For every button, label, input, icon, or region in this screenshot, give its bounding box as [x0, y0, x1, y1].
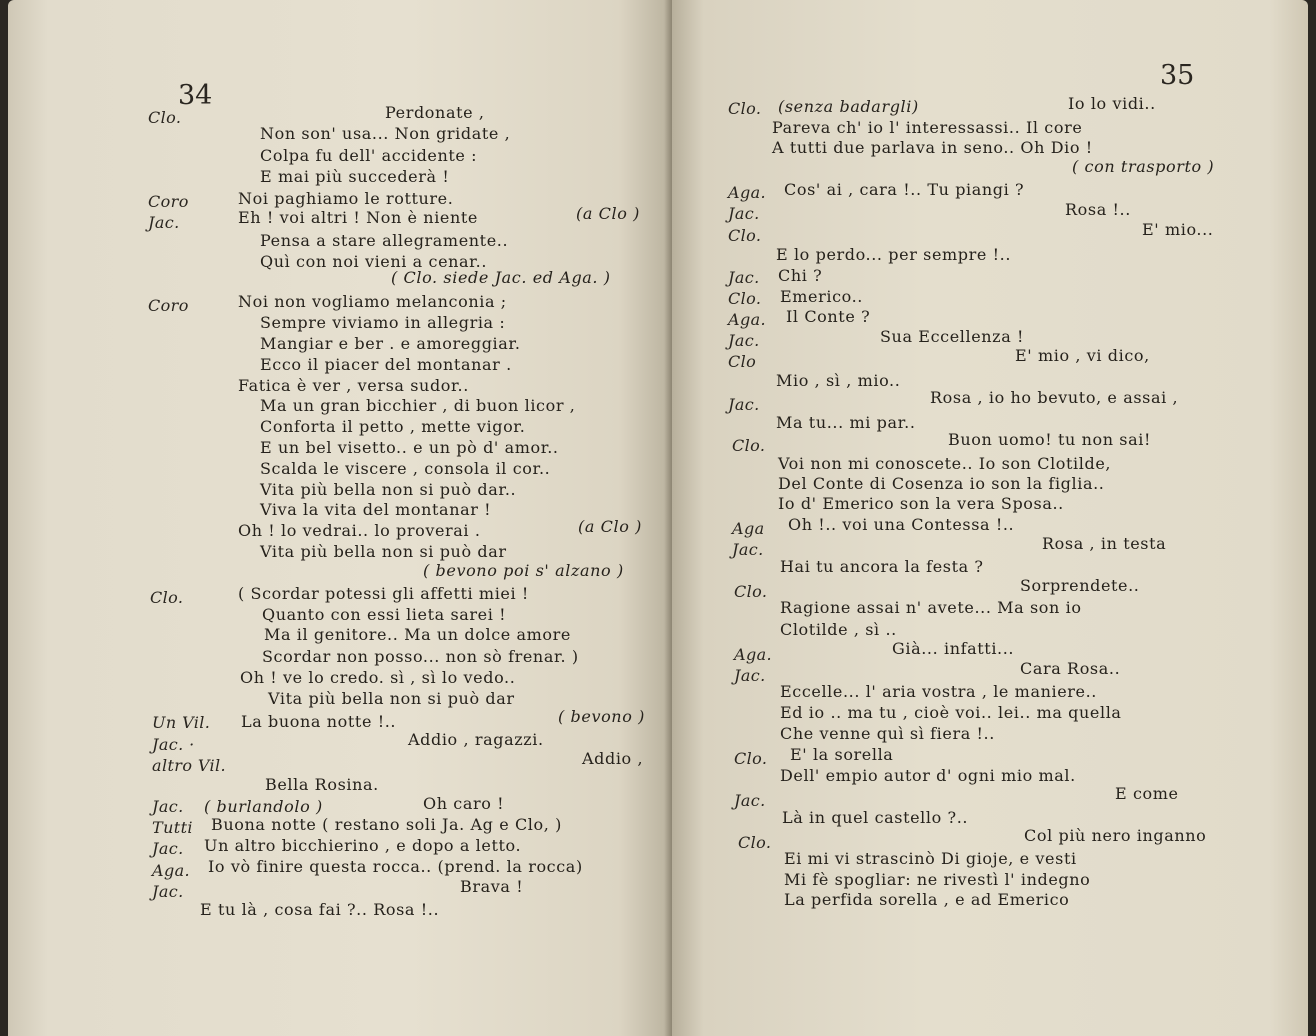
speaker-label: Clo. [734, 749, 768, 768]
text-line: A tutti due parlava in seno.. Oh Dio ! [772, 138, 1093, 157]
speaker-label: Clo. [728, 226, 762, 245]
stage-direction: ( con trasporto ) [1072, 157, 1215, 176]
text-line: Rosa , io ho bevuto, e assai , [930, 388, 1179, 407]
stage-direction: (a Clo ) [576, 204, 640, 223]
text-line: Rosa , in testa [1042, 534, 1167, 553]
speaker-label: Aga. [152, 861, 191, 880]
text-line: Chi ? [778, 266, 823, 285]
speaker-label: Clo. [734, 582, 768, 601]
text-line: Là in quel castello ?.. [782, 808, 969, 827]
text-line: Ma un gran bicchier , di buon licor , [260, 396, 576, 415]
text-line: Ma tu... mi par.. [776, 413, 916, 432]
text-line: ( Scordar potessi gli affetti miei ! [238, 584, 529, 603]
speaker-label: Jac. [728, 395, 760, 414]
text-line: La perfida sorella , e ad Emerico [784, 890, 1070, 909]
text-line: Quì con noi vieni a cenar.. [260, 252, 488, 271]
speaker-label: Clo. [728, 289, 762, 308]
page-number-right: 35 [1160, 60, 1195, 91]
text-line: Buona notte ( restano soli Ja. Ag e Clo, ) [211, 815, 562, 834]
text-line: Vita più bella non si può dar.. [260, 480, 517, 499]
text-line: Conforta il petto , mette vigor. [260, 417, 526, 436]
text-line: E tu là , cosa fai ?.. Rosa !.. [200, 900, 440, 919]
text-line: Vita più bella non si può dar [260, 542, 507, 561]
text-line: E' mio... [1142, 220, 1214, 239]
speaker-label: Jac. [728, 204, 760, 223]
speaker-label: Jac. [728, 268, 760, 287]
stage-direction: ( bevono poi s' alzano ) [423, 561, 624, 580]
text-line: Emerico.. [780, 287, 863, 306]
text-line: Un altro bicchierino , e dopo a letto. [204, 836, 522, 855]
text-line: Eh ! voi altri ! Non è niente [238, 208, 478, 227]
speaker-label: Clo. [150, 588, 184, 607]
text-line: Che venne quì sì fiera !.. [780, 724, 995, 743]
text-line: Pareva ch' io l' interessassi.. Il core [772, 118, 1083, 137]
text-line: E' la sorella [790, 745, 894, 764]
text-line: Buon uomo! tu non sai! [948, 430, 1151, 449]
page-number-left: 34 [178, 80, 213, 111]
text-line: Col più nero inganno [1024, 826, 1207, 845]
text-line: Vita più bella non si può dar [268, 689, 515, 708]
speaker-label: Jac. [728, 331, 760, 350]
text-line: Ei mi vi strascinò Di gioje, e vesti [784, 849, 1077, 868]
text-line: E come [1115, 784, 1179, 803]
text-line: E mai più succederà ! [260, 167, 450, 186]
text-line: E lo perdo... per sempre !.. [776, 245, 1012, 264]
speaker-label: Aga. [728, 310, 767, 329]
right-page [672, 0, 1308, 1036]
text-line: Ed io .. ma tu , cioè voi.. lei.. ma quella [780, 703, 1122, 722]
text-line: La buona notte !.. [241, 712, 397, 731]
text-line: Del Conte di Cosenza io son la figlia.. [778, 474, 1105, 493]
stage-direction: (a Clo ) [578, 517, 642, 536]
text-line: Addio , [582, 749, 644, 768]
text-line: E' mio , vi dico, [1015, 346, 1150, 365]
left-page [8, 0, 672, 1036]
speaker-label: Jac. [734, 666, 766, 685]
text-line: Mi fè spogliar: ne rivestì l' indegno [784, 870, 1091, 889]
text-line: Io lo vidi.. [1068, 94, 1156, 113]
stage-direction: ( bevono ) [558, 707, 645, 726]
speaker-label: Clo. [148, 108, 182, 127]
text-line: Bella Rosina. [265, 775, 379, 794]
speaker-label: Tutti [152, 818, 193, 837]
text-line: Voi non mi conoscete.. Io son Clotilde, [778, 454, 1112, 473]
stage-direction: ( Clo. siede Jac. ed Aga. ) [391, 268, 611, 287]
text-line: Non son' usa... Non gridate , [260, 124, 511, 143]
text-line: Già... infatti... [892, 639, 1015, 658]
text-line: Mangiar e ber . e amoreggiar. [260, 334, 521, 353]
speaker-label: Clo [728, 352, 757, 371]
text-line: Oh ! ve lo credo. sì , sì lo vedo.. [240, 668, 516, 687]
stage-direction: ( burlandolo ) [204, 797, 323, 816]
speaker-label: Jac. [732, 540, 764, 559]
text-line: Pensa a stare allegramente.. [260, 231, 509, 250]
speaker-label: Jac. [148, 213, 180, 232]
text-line: Ma il genitore.. Ma un dolce amore [264, 625, 571, 644]
text-line: Quanto con essi lieta sarei ! [262, 605, 507, 624]
stage-direction: (senza badargli) [778, 97, 919, 116]
text-line: Scordar non posso... non sò frenar. ) [262, 647, 579, 666]
text-line: Scalda le viscere , consola il cor.. [260, 459, 551, 478]
text-line: Ecco il piacer del montanar . [260, 355, 512, 374]
speaker-label: Jac. [152, 882, 184, 901]
text-line: Noi non vogliamo melanconia ; [238, 292, 507, 311]
text-line: Rosa !.. [1065, 200, 1131, 219]
text-line: Brava ! [460, 877, 524, 896]
text-line: Viva la vita del montanar ! [260, 500, 492, 519]
text-line: Oh ! lo vedrai.. lo proverai . [238, 521, 481, 540]
speaker-label: Jac. [152, 797, 184, 816]
text-line: Ragione assai n' avete... Ma son io [780, 598, 1082, 617]
text-line: Eccelle... l' aria vostra , le maniere.. [780, 682, 1097, 701]
text-line: Addio , ragazzi. [408, 730, 544, 749]
speaker-label: Coro [148, 296, 189, 315]
text-line: Colpa fu dell' accidente : [260, 146, 478, 165]
speaker-label: Jac. · [152, 735, 195, 754]
speaker-label: Aga. [728, 183, 767, 202]
text-line: Io vò finire questa rocca.. (prend. la rocca) [208, 857, 583, 876]
text-line: Fatica è ver , versa sudor.. [238, 376, 469, 395]
text-line: Perdonate , [385, 103, 485, 122]
text-line: Dell' empio autor d' ogni mio mal. [780, 766, 1076, 785]
text-line: Mio , sì , mio.. [776, 371, 901, 390]
speaker-label: Jac. [734, 791, 766, 810]
text-line: Hai tu ancora la festa ? [780, 557, 984, 576]
text-line: Oh !.. voi una Contessa !.. [788, 515, 1015, 534]
speaker-label: Clo. [732, 436, 766, 455]
speaker-label: Clo. [728, 99, 762, 118]
speaker-label: Aga. [734, 645, 773, 664]
speaker-label: Coro [148, 192, 189, 211]
text-line: Cara Rosa.. [1020, 659, 1121, 678]
speaker-label: Clo. [738, 833, 772, 852]
text-line: Cos' ai , cara !.. Tu piangi ? [784, 180, 1025, 199]
speaker-label: altro Vil. [152, 756, 227, 775]
speaker-label: Aga [732, 519, 765, 538]
text-line: E un bel visetto.. e un pò d' amor.. [260, 438, 559, 457]
speaker-label: Jac. [152, 839, 184, 858]
text-line: Sorprendete.. [1020, 576, 1140, 595]
text-line: Il Conte ? [786, 307, 871, 326]
speaker-label: Un Vil. [152, 713, 211, 732]
text-line: Oh caro ! [423, 794, 505, 813]
text-line: Noi paghiamo le rotture. [238, 189, 454, 208]
text-line: Io d' Emerico son la vera Sposa.. [778, 494, 1064, 513]
text-line: Clotilde , sì .. [780, 620, 897, 639]
text-line: Sempre viviamo in allegria : [260, 313, 506, 332]
text-line: Sua Eccellenza ! [880, 327, 1025, 346]
